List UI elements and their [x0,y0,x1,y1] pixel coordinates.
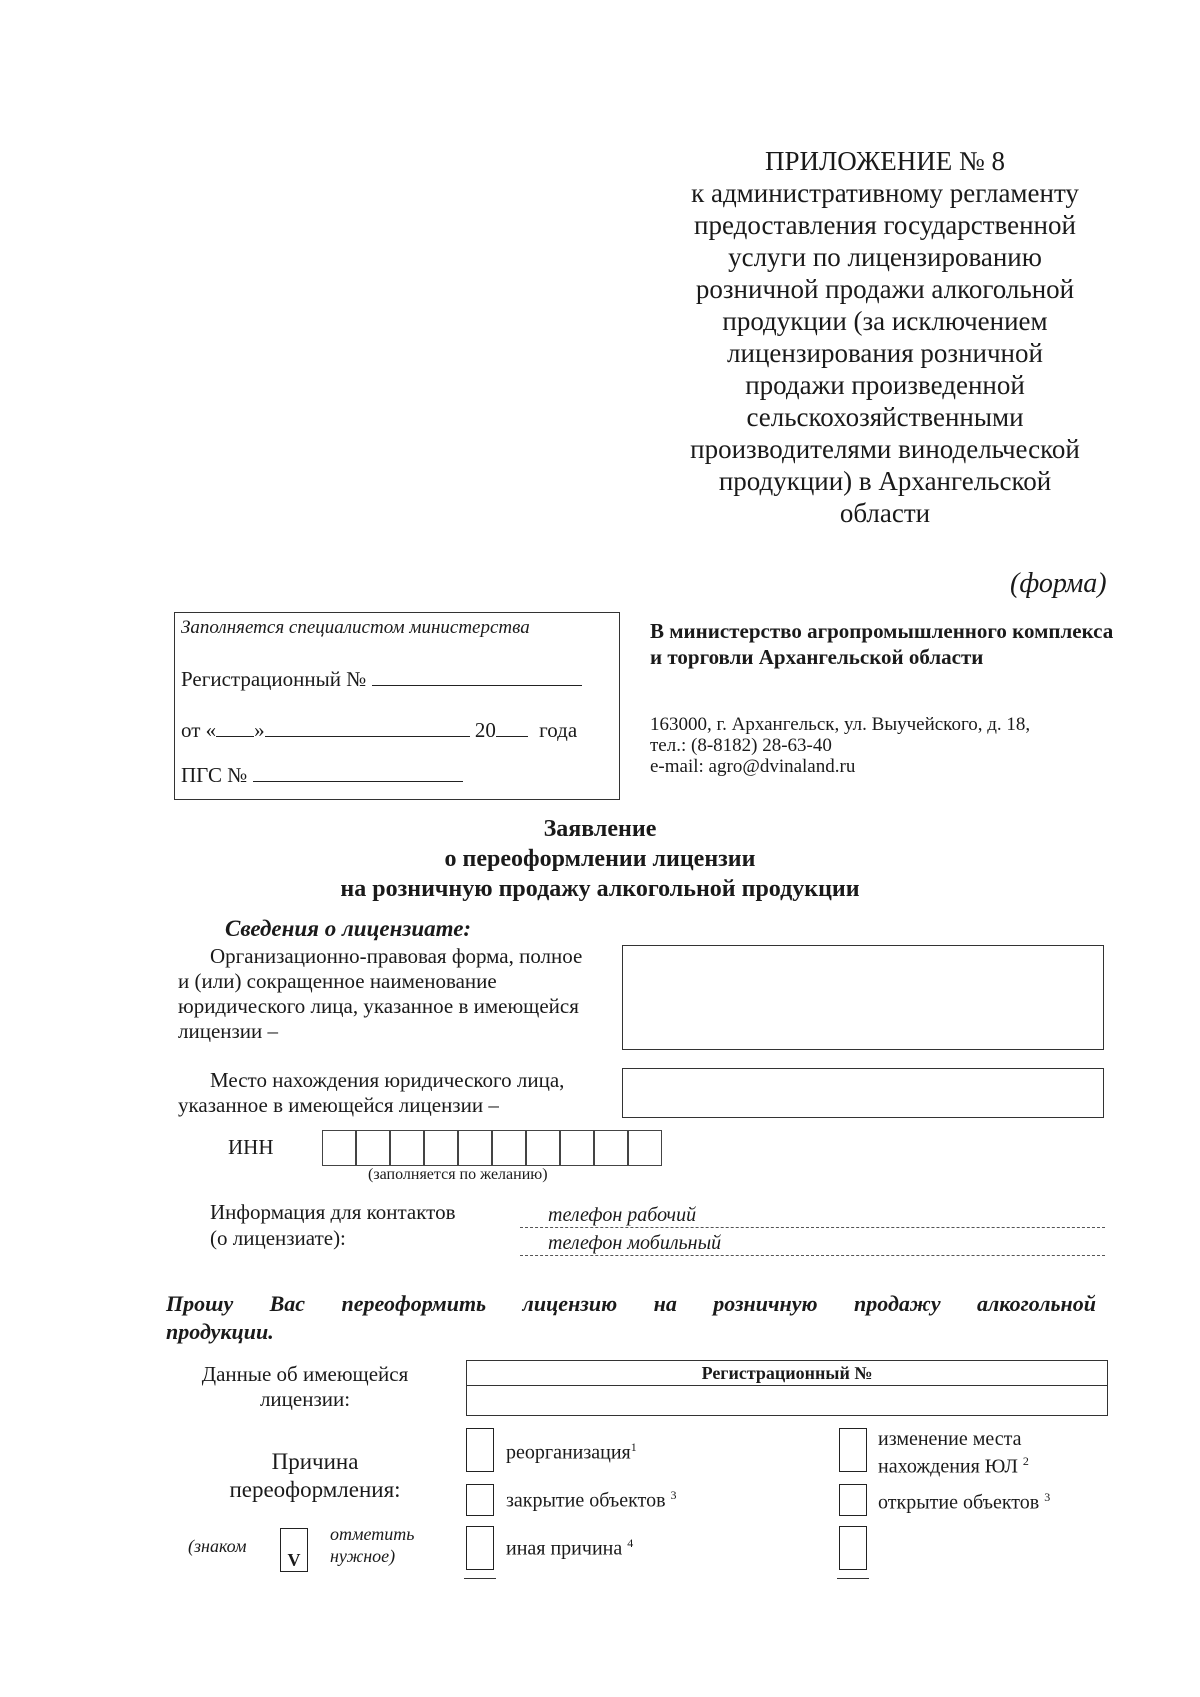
inn-digit-cell[interactable] [356,1130,390,1166]
reason-reorganization [506,1440,637,1465]
phone-work-field[interactable]: телефон рабочий [520,1204,1105,1228]
checkbox-opening-objects[interactable] [839,1484,867,1516]
reason-location-change [878,1428,1029,1478]
appendix-line: ПРИЛОЖЕНИЕ № 8 [764,146,1006,176]
appendix-line: услуги по лицензированию [728,242,1042,272]
reason-label-1: Причина [271,1449,359,1474]
org-form-label: Организационно-правовая форма, полное и (или) сокращенное наименование юридического лица, указанное в имеющейся лицензии – [178,944,583,1043]
inn-digit-cell[interactable] [322,1130,356,1166]
pgs-label: ПГС № [181,763,248,787]
license-data-label-1: Данные об имеющейся [201,1362,409,1386]
appendix-line: производителями винодельческой [690,434,1080,464]
divider [837,1578,869,1579]
reg-number-row [181,665,582,692]
reason-hint [188,1524,438,1583]
reg-date-row [181,716,611,743]
contacts-label-2: (о лицензиате): [210,1226,346,1250]
checkbox-reorganization[interactable] [466,1428,494,1472]
inn-label: ИНН [228,1135,274,1159]
appendix-line: продажи произведенной [745,370,1025,400]
appendix-line: предоставления государственной [694,210,1076,240]
registration-box [174,612,620,800]
year-suffix: года [539,718,578,742]
year-field[interactable] [496,716,528,737]
appendix-line: продукции) в Архангельской [718,466,1052,496]
inn-digit-cell[interactable] [594,1130,628,1166]
pgs-field[interactable] [253,761,463,782]
day-field[interactable] [216,716,254,737]
reason-location-change-label: изменение места [878,1428,1022,1450]
recipient-phone: тел.: (8-8182) 28-63-40 [650,735,832,756]
reason-opening-objects [878,1490,1050,1515]
recipient-name: В министерство агропромышленного комплекса и торговли Архангельской области [650,619,1114,669]
footnote-ref: 4 [627,1536,634,1550]
reason-other-label: иная причина [506,1537,623,1560]
hint-text-2: нужное) [330,1546,396,1566]
contacts-label: Информация для контактов [210,1200,456,1224]
reason-other [506,1536,633,1561]
checkbox-other-reason[interactable] [466,1526,494,1570]
inn-note: (заполняется по желанию) [368,1166,548,1183]
hint-sign: (знаком [188,1536,247,1556]
reason-closing-objects-label: закрытие объектов [506,1489,666,1512]
hint-text-1: отметить [330,1524,415,1544]
checkbox-blank[interactable] [839,1526,867,1570]
org-name-field[interactable] [622,945,1104,1050]
appendix-line: продукции (за исключением [722,306,1048,336]
reason-label [200,1448,430,1504]
recipient-address: 163000, г. Архангельск, ул. Выучейского, д. 18, [650,714,1031,735]
appendix-line: области [839,498,931,528]
request-text: Прошу Вас переоформить лицензию на розничную продажу алкогольной продукции. [166,1291,1096,1344]
inn-digit-cell[interactable] [628,1130,662,1166]
appendix-line: к административному регламенту [691,178,1079,208]
appendix-header [650,145,1120,529]
inn-digit-cell[interactable] [458,1130,492,1166]
location-field[interactable] [622,1068,1104,1118]
document-title: Заявление [543,816,657,842]
year-prefix: 20 [474,718,496,742]
phone-mobile-field[interactable]: телефон мобильный [520,1232,1105,1256]
reg-number-label: Регистрационный № [181,667,367,691]
appendix-line: сельскохозяйственными [746,402,1024,432]
divider [464,1578,496,1579]
date-quote: » [254,718,265,742]
reason-location-change-label-2: нахождения ЮЛ [878,1455,1018,1478]
inn-digit-cell[interactable] [560,1130,594,1166]
reason-reorganization-label: реорганизация [506,1441,631,1464]
recipient-contacts [650,714,1120,777]
footnote-ref: 3 [1044,1490,1051,1504]
footnote-ref: 2 [1022,1454,1029,1468]
inn-digit-cell[interactable] [390,1130,424,1166]
reason-label-2: переоформления: [229,1477,401,1502]
inn-digit-cell[interactable] [526,1130,560,1166]
registration-box-header: Заполняется специалистом министерства [181,617,530,638]
hint-check-sample: V [280,1528,308,1572]
appendix-line: розничной продажи алкогольной [695,274,1075,304]
license-data-label [175,1362,435,1412]
reason-opening-objects-label: открытие объектов [878,1491,1040,1514]
appendix-line: лицензирования розничной [727,338,1043,368]
license-number-field[interactable] [467,1386,1107,1414]
licensee-section-title: Сведения о лицензиате: [225,916,472,941]
license-data-table [466,1360,1108,1416]
inn-field[interactable] [322,1130,662,1166]
recipient-email: e-mail: agro@dvinaland.ru [650,756,856,777]
location-label: Место нахождения юридического лица, указанное в имеющейся лицензии – [178,1068,565,1117]
document-subtitle-2: на розничную продажу алкогольной продукции [340,876,860,902]
license-data-header: Регистрационный № [467,1361,1107,1386]
footnote-ref: 1 [630,1440,637,1454]
license-data-label-2: лицензии: [259,1387,351,1411]
inn-digit-cell[interactable] [424,1130,458,1166]
reg-number-field[interactable] [372,665,582,686]
inn-digit-cell[interactable] [492,1130,526,1166]
date-from-label: от « [181,718,217,742]
footnote-ref: 3 [670,1488,677,1502]
month-field[interactable] [265,716,470,737]
checkbox-location-change[interactable] [839,1428,867,1472]
pgs-row [181,761,463,788]
document-subtitle: о переоформлении лицензии [444,846,756,872]
reason-closing-objects [506,1488,677,1513]
checkbox-closing-objects[interactable] [466,1484,494,1516]
form-note: (форма) [1010,568,1107,599]
